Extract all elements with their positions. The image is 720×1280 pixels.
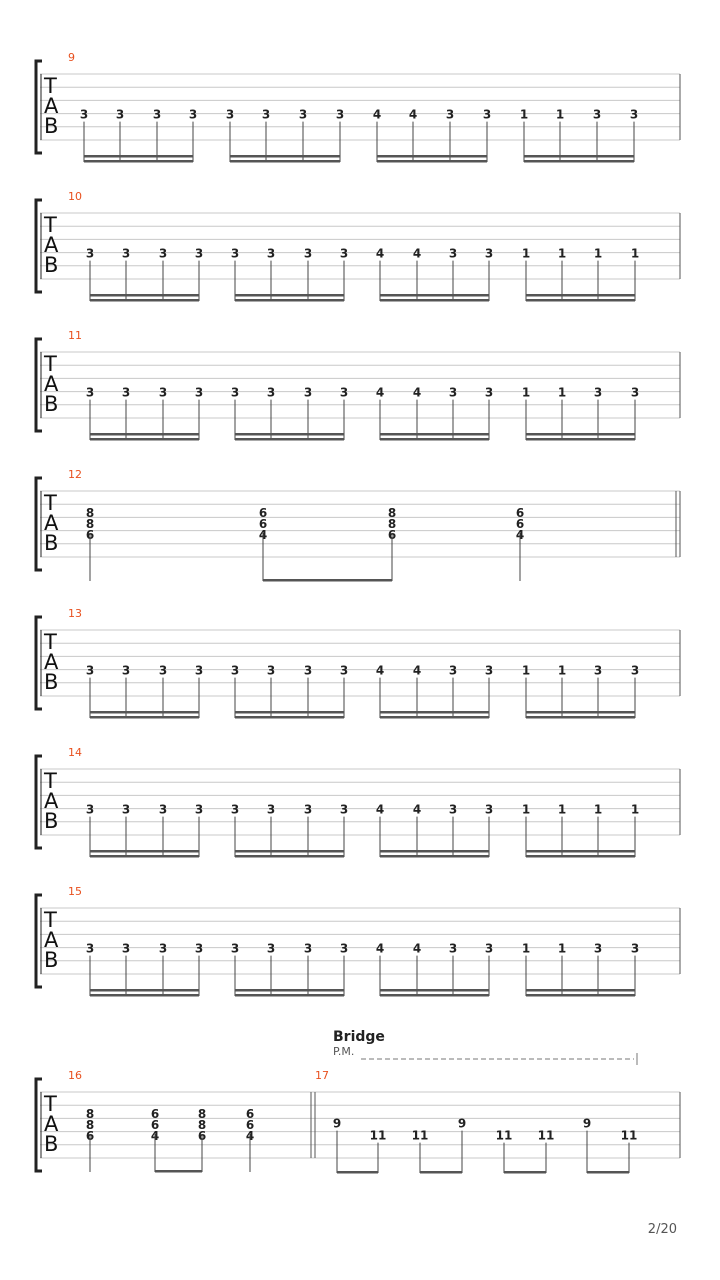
page-number: 2/20 [647, 1222, 677, 1237]
beam [235, 711, 344, 714]
fret-number: 3 [158, 802, 168, 817]
beam [337, 1171, 378, 1174]
fret-number: 11 [411, 1128, 429, 1143]
beam [235, 299, 344, 302]
fret-number: 4 [515, 528, 525, 542]
fret-number: 8 [85, 1118, 95, 1132]
fret-number: 4 [412, 246, 422, 261]
fret-number: 4 [375, 941, 385, 956]
fret-number: 3 [448, 802, 458, 817]
fret-number: 3 [339, 941, 349, 956]
beam [380, 850, 489, 853]
fret-number: 4 [258, 528, 268, 542]
beam [526, 294, 635, 297]
tab-clef-letter: A [44, 94, 59, 118]
beam [380, 299, 489, 302]
fret-number: 3 [303, 941, 313, 956]
fret-number: 3 [194, 663, 204, 678]
systems-layer [36, 51, 680, 1174]
tab-clef-letter: T [44, 352, 57, 376]
beam [377, 160, 487, 163]
measure-number: 13 [68, 607, 82, 620]
fret-number: 6 [258, 517, 268, 531]
fret-number: 3 [593, 385, 603, 400]
fret-number: 6 [515, 517, 525, 531]
fret-number: 8 [85, 517, 95, 531]
tab-clef-letter: T [44, 1092, 57, 1116]
fret-number: 6 [245, 1107, 255, 1121]
fret-number: 3 [298, 107, 308, 122]
fret-number: 3 [484, 941, 494, 956]
fret-number: 3 [484, 246, 494, 261]
beam [526, 711, 635, 714]
fret-number: 1 [557, 941, 567, 956]
beam [380, 989, 489, 992]
fret-number: 11 [620, 1128, 638, 1143]
fret-number: 4 [408, 107, 418, 122]
fret-number: 3 [484, 385, 494, 400]
fret-number: 8 [197, 1118, 207, 1132]
fret-number: 3 [630, 663, 640, 678]
fret-number: 9 [582, 1116, 592, 1131]
tab-clef-letter: T [44, 769, 57, 793]
measure-number: 14 [68, 746, 82, 759]
fret-number: 6 [85, 528, 95, 542]
fret-number: 3 [85, 802, 95, 817]
beam [526, 716, 635, 719]
tab-clef-letter: B [44, 531, 59, 555]
fret-number: 8 [387, 517, 397, 531]
fret-number: 1 [555, 107, 565, 122]
fret-number: 1 [521, 663, 531, 678]
beam [380, 433, 489, 436]
fret-number: 4 [372, 107, 382, 122]
fret-number: 3 [445, 107, 455, 122]
fret-number: 8 [387, 506, 397, 520]
fret-number: 1 [519, 107, 529, 122]
tab-system [36, 1069, 680, 1174]
fret-number: 4 [375, 802, 385, 817]
tab-clef-letter: A [44, 1112, 59, 1136]
fret-number: 4 [375, 663, 385, 678]
tab-clef-letter: B [44, 1132, 59, 1156]
beam [90, 855, 199, 858]
fret-number: 3 [261, 107, 271, 122]
tab-clef-letter: B [44, 253, 59, 277]
beam [235, 994, 344, 997]
beam [524, 160, 634, 163]
beam [90, 294, 199, 297]
beam [90, 994, 199, 997]
fret-number: 3 [85, 246, 95, 261]
fret-number: 6 [150, 1118, 160, 1132]
fret-number: 3 [630, 941, 640, 956]
fret-number: 3 [121, 246, 131, 261]
fret-number: 3 [266, 663, 276, 678]
beam [380, 716, 489, 719]
beam [90, 711, 199, 714]
tab-clef-letter: A [44, 233, 59, 257]
tab-system [36, 190, 680, 302]
beam [524, 155, 634, 158]
fret-number: 1 [630, 246, 640, 261]
fret-number: 3 [339, 802, 349, 817]
fret-number: 3 [225, 107, 235, 122]
fret-number: 3 [592, 107, 602, 122]
beam [526, 299, 635, 302]
tab-clef-letter: B [44, 670, 59, 694]
fret-number: 1 [593, 802, 603, 817]
tab-system [36, 51, 680, 163]
fret-number: 3 [482, 107, 492, 122]
fret-number: 3 [85, 663, 95, 678]
fret-number: 9 [457, 1116, 467, 1131]
tab-clef-letter: T [44, 491, 57, 515]
tab-system [36, 746, 680, 858]
fret-number: 3 [230, 663, 240, 678]
fret-number: 8 [85, 506, 95, 520]
fret-number: 3 [448, 246, 458, 261]
bridge-section-header [333, 1029, 637, 1065]
fret-number: 3 [194, 246, 204, 261]
beam [380, 294, 489, 297]
fret-number: 3 [158, 246, 168, 261]
beam [235, 438, 344, 441]
beam [263, 579, 392, 582]
beam [587, 1171, 629, 1174]
fret-number: 3 [121, 663, 131, 678]
beam [380, 438, 489, 441]
fret-number: 8 [85, 1107, 95, 1121]
fret-number: 3 [303, 385, 313, 400]
fret-number: 3 [158, 941, 168, 956]
fret-number: 3 [121, 802, 131, 817]
fret-number: 4 [245, 1129, 255, 1143]
fret-number: 3 [448, 941, 458, 956]
beam [84, 155, 193, 158]
beam [90, 438, 199, 441]
fret-number: 1 [521, 941, 531, 956]
fret-number: 3 [115, 107, 125, 122]
beam [380, 855, 489, 858]
beam [90, 850, 199, 853]
fret-number: 3 [266, 246, 276, 261]
beam [84, 160, 193, 163]
tab-clef-letter: B [44, 392, 59, 416]
fret-number: 3 [230, 246, 240, 261]
beam [526, 855, 635, 858]
fret-number: 6 [150, 1107, 160, 1121]
beam [526, 989, 635, 992]
fret-number: 3 [121, 385, 131, 400]
fret-number: 3 [303, 246, 313, 261]
fret-number: 1 [521, 802, 531, 817]
beam [155, 1170, 202, 1173]
fret-number: 3 [85, 385, 95, 400]
fret-number: 3 [339, 246, 349, 261]
beam [235, 433, 344, 436]
fret-number: 6 [387, 528, 397, 542]
fret-number: 3 [230, 385, 240, 400]
fret-number: 4 [375, 246, 385, 261]
tab-clef-letter: T [44, 630, 57, 654]
beam [90, 989, 199, 992]
tab-system [36, 885, 680, 997]
beam [235, 716, 344, 719]
measure-number: 11 [68, 329, 82, 342]
beam [420, 1171, 462, 1174]
fret-number: 11 [537, 1128, 555, 1143]
fret-number: 11 [495, 1128, 513, 1143]
fret-number: 3 [335, 107, 345, 122]
fret-number: 3 [266, 941, 276, 956]
fret-number: 3 [152, 107, 162, 122]
fret-number: 3 [593, 663, 603, 678]
fret-number: 3 [188, 107, 198, 122]
beam [230, 160, 340, 163]
fret-number: 4 [412, 385, 422, 400]
tab-clef-letter: B [44, 948, 59, 972]
tab-clef-letter: A [44, 372, 59, 396]
fret-number: 3 [339, 663, 349, 678]
fret-number: 6 [515, 506, 525, 520]
tab-clef-letter: A [44, 650, 59, 674]
fret-number: 1 [593, 246, 603, 261]
tab-system [36, 607, 680, 719]
beam [380, 994, 489, 997]
beam [230, 155, 340, 158]
fret-number: 3 [593, 941, 603, 956]
fret-number: 3 [266, 802, 276, 817]
fret-number: 3 [339, 385, 349, 400]
beam [90, 433, 199, 436]
tab-system [36, 329, 680, 441]
beam [377, 155, 487, 158]
measure-number: 10 [68, 190, 82, 203]
fret-number: 3 [158, 385, 168, 400]
beam [526, 994, 635, 997]
fret-number: 4 [150, 1129, 160, 1143]
fret-number: 3 [158, 663, 168, 678]
measure-number: 9 [68, 51, 75, 64]
fret-number: 4 [375, 385, 385, 400]
beam [235, 855, 344, 858]
beam [90, 716, 199, 719]
beam [504, 1171, 546, 1174]
beam [90, 299, 199, 302]
beam [380, 711, 489, 714]
measure-number: 12 [68, 468, 82, 481]
fret-number: 3 [484, 663, 494, 678]
fret-number: 3 [303, 663, 313, 678]
fret-number: 4 [412, 663, 422, 678]
fret-number: 1 [557, 802, 567, 817]
measure-number: 15 [68, 885, 82, 898]
measure-number: 16 [68, 1069, 82, 1082]
fret-number: 1 [557, 663, 567, 678]
tab-clef-letter: T [44, 908, 57, 932]
fret-number: 3 [266, 385, 276, 400]
fret-number: 3 [230, 802, 240, 817]
tab-system [36, 468, 680, 582]
tab-clef-letter: A [44, 789, 59, 813]
fret-number: 3 [230, 941, 240, 956]
fret-number: 1 [521, 385, 531, 400]
beam [235, 989, 344, 992]
fret-number: 3 [194, 941, 204, 956]
fret-number: 11 [369, 1128, 387, 1143]
fret-number: 3 [484, 802, 494, 817]
palm-mute-label: P.M. [333, 1045, 355, 1058]
fret-number: 4 [412, 802, 422, 817]
beam [235, 294, 344, 297]
fret-number: 3 [448, 385, 458, 400]
fret-number: 1 [557, 246, 567, 261]
fret-number: 3 [79, 107, 89, 122]
fret-number: 4 [412, 941, 422, 956]
fret-number: 3 [630, 385, 640, 400]
fret-number: 1 [557, 385, 567, 400]
fret-number: 1 [630, 802, 640, 817]
fret-number: 3 [121, 941, 131, 956]
fret-number: 3 [85, 941, 95, 956]
tab-clef-letter: A [44, 928, 59, 952]
tab-clef-letter: T [44, 213, 57, 237]
tab-clef-letter: B [44, 809, 59, 833]
beam [526, 433, 635, 436]
fret-number: 3 [303, 802, 313, 817]
fret-number: 6 [197, 1129, 207, 1143]
fret-number: 6 [85, 1129, 95, 1143]
fret-number: 3 [194, 385, 204, 400]
beam [526, 850, 635, 853]
fret-number: 6 [258, 506, 268, 520]
tab-clef-letter: T [44, 74, 57, 98]
fret-number: 3 [629, 107, 639, 122]
measure-number: 17 [315, 1069, 329, 1082]
fret-number: 1 [521, 246, 531, 261]
fret-number: 3 [194, 802, 204, 817]
fret-number: 3 [448, 663, 458, 678]
fret-number: 9 [332, 1116, 342, 1131]
fret-number: 6 [245, 1118, 255, 1132]
beam [235, 850, 344, 853]
tab-clef-letter: B [44, 114, 59, 138]
beam [526, 438, 635, 441]
tab-clef-letter: A [44, 511, 59, 535]
fret-number: 8 [197, 1107, 207, 1121]
section-title-bridge: Bridge [333, 1029, 385, 1045]
